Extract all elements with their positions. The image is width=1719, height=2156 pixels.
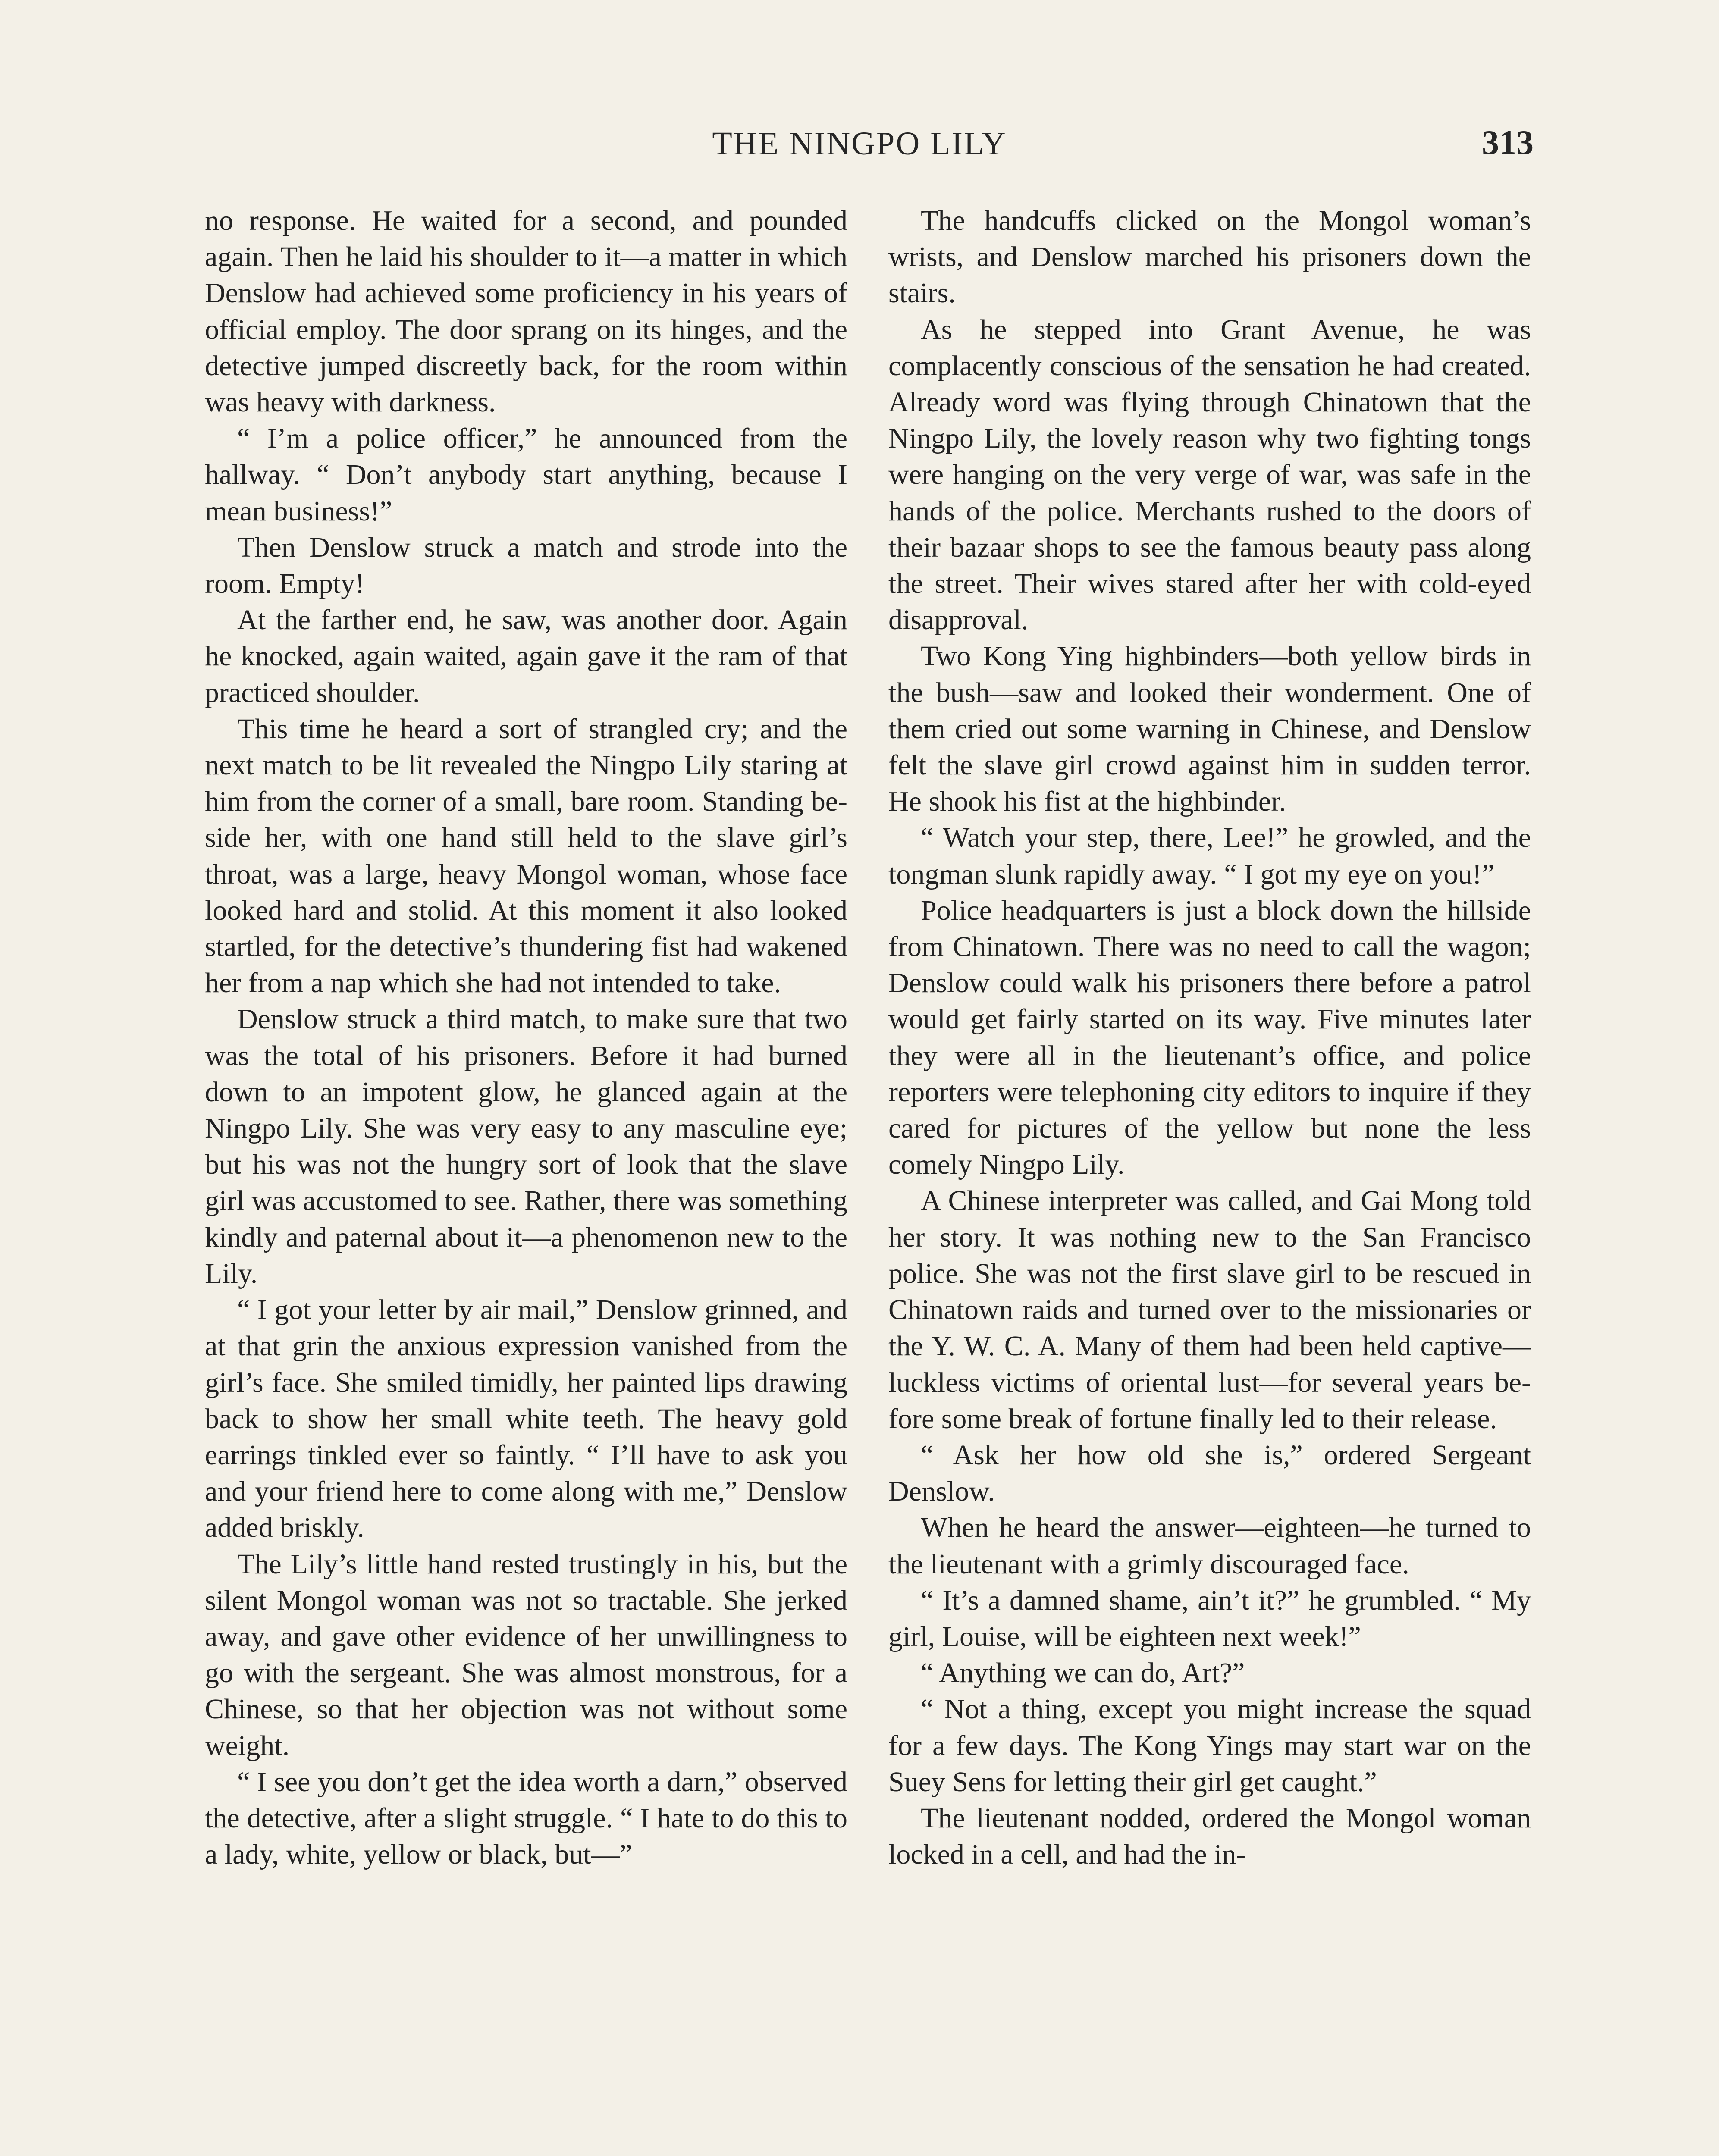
page-number: 313 bbox=[1482, 124, 1534, 162]
paragraph: Two Kong Ying highbinders—both yellow birds in the bush—saw and looked their wonderment. One of them cried out some warning in Chinese, and Denslow felt the slave girl crowd against him in sudden terror. He shook his fist at the highbinder. bbox=[888, 640, 1531, 818]
paragraph: Police headquarters is just a block down the hillside from Chinatown. There was no need to call the wagon; Denslow could walk his prisoners there before a patrol would get fairly started on its way. Five minutes later they were all in the lieutenant’s office, and police reporters were telephoning city editors to inquire if they cared for pictures of the yellow but none the less comely Ningpo Lily. bbox=[888, 894, 1531, 1181]
paragraph: The lieutenant nodded, ordered the Mongol woman locked in a cell, and had the in- bbox=[888, 1802, 1531, 1871]
paragraph: Denslow struck a third match, to make sure that two was the total of his prisoners. Before it had burned down to an impotent glow, he glanced again at the Ningpo Lily. She was very easy to any masculine eye; but his was not the hungry sort of look that the slave girl was accustomed to see. Rather, there was something kindly and paternal about it—a phenomenon new to the Lily. bbox=[205, 1003, 847, 1289]
paragraph: “ I got your letter by air mail,” Denslow grinned, and at that grin the anxious expression vanished from the girl’s face. She smiled timidly, her painted lips drawing back to show her small white teeth. The heavy gold earrings tinkled ever so faintly. “ I’ll have to ask you and your friend here to come along with me,” Denslow added briskly. bbox=[205, 1294, 847, 1544]
paragraph: “ It’s a damned shame, ain’t it?” he grumbled. “ My girl, Louise, will be eighteen next week!” bbox=[888, 1584, 1531, 1652]
paragraph: “ Anything we can do, Art?” bbox=[921, 1657, 1245, 1689]
paragraph: The handcuffs clicked on the Mongol woman’s wrists, and Denslow marched his prisoners down the stairs. bbox=[888, 205, 1531, 309]
paragraph: “ Ask her how old she is,” ordered Sergeant Denslow. bbox=[888, 1439, 1531, 1507]
running-title: THE NINGPO LILY bbox=[712, 125, 1007, 162]
paragraph: A Chinese interpreter was called, and Gai Mong told her story. It was nothing new to the San Francisco police. She was not the first slave girl to be rescued in Chinatown raids and turned over to the missionaries or the Y. W. C. A. Many of them had been held captive—luckless victims of oriental lust—for several years before some break of fortune finally led to their release. bbox=[888, 1185, 1531, 1435]
paragraph: This time he heard a sort of strangled cry; and the next match to be lit revealed the Ningpo Lily staring at him from the corner of a small, bare room. Standing beside her, with one hand still held to the slave girl’s throat, was a large, heavy Mongol woman, whose face looked hard and stolid. At this moment it also looked startled, for the detective’s thundering fist had wakened her from a nap which she had not intended to take. bbox=[205, 713, 847, 999]
paragraph: “ I see you don’t get the idea worth a darn,” observed the detective, after a slight struggle. “ I hate to do this to a lady, white, yellow or black, but—” bbox=[205, 1766, 847, 1871]
left-column bbox=[205, 203, 847, 1873]
paragraph: As he stepped into Grant Avenue, he was complacently conscious of the sensation he had created. Already word was flying through Chinatown that the Ningpo Lily, the lovely reason why two fighting tongs were hanging on the very verge of war, was safe in the hands of the police. Merchants rushed to the doors of their bazaar shops to see the famous beauty pass along the street. Their wives stared after her with cold-eyed disapproval. bbox=[888, 313, 1531, 636]
paragraph: At the farther end, he saw, was another door. Again he knocked, again waited, again gave it the ram of that practiced shoulder. bbox=[205, 604, 847, 708]
paragraph: no response. He waited for a second, and pounded again. Then he laid his shoulder to it—a matter in which Denslow had achieved some proficiency in his years of official employ. The door sprang on its hinges, and the detective jumped discreetly back, for the room within was heavy with darkness. bbox=[205, 205, 847, 418]
right-column bbox=[888, 203, 1531, 1873]
paragraph: Then Denslow struck a match and strode into the room. Empty! bbox=[205, 531, 847, 600]
paragraph: The Lily’s little hand rested trustingly in his, but the silent Mongol woman was not so tractable. She jerked away, and gave other evidence of her unwillingness to go with the sergeant. She was almost monstrous, for a Chinese, so that her objection was not without some weight. bbox=[205, 1548, 847, 1761]
paragraph: “ Watch your step, there, Lee!” he growled, and the tongman slunk rapidly away. “ I got my eye on you!” bbox=[888, 822, 1531, 890]
paragraph: “ I’m a police officer,” he announced from the hallway. “ Don’t anybody start anything, because I mean business!” bbox=[205, 423, 847, 527]
paragraph: When he heard the answer—eighteen—he turned to the lieutenant with a grimly discouraged face. bbox=[888, 1512, 1531, 1580]
paragraph: “ Not a thing, except you might increase the squad for a few days. The Kong Yings may start war on the Suey Sens for letting their girl get caught.” bbox=[888, 1693, 1531, 1798]
